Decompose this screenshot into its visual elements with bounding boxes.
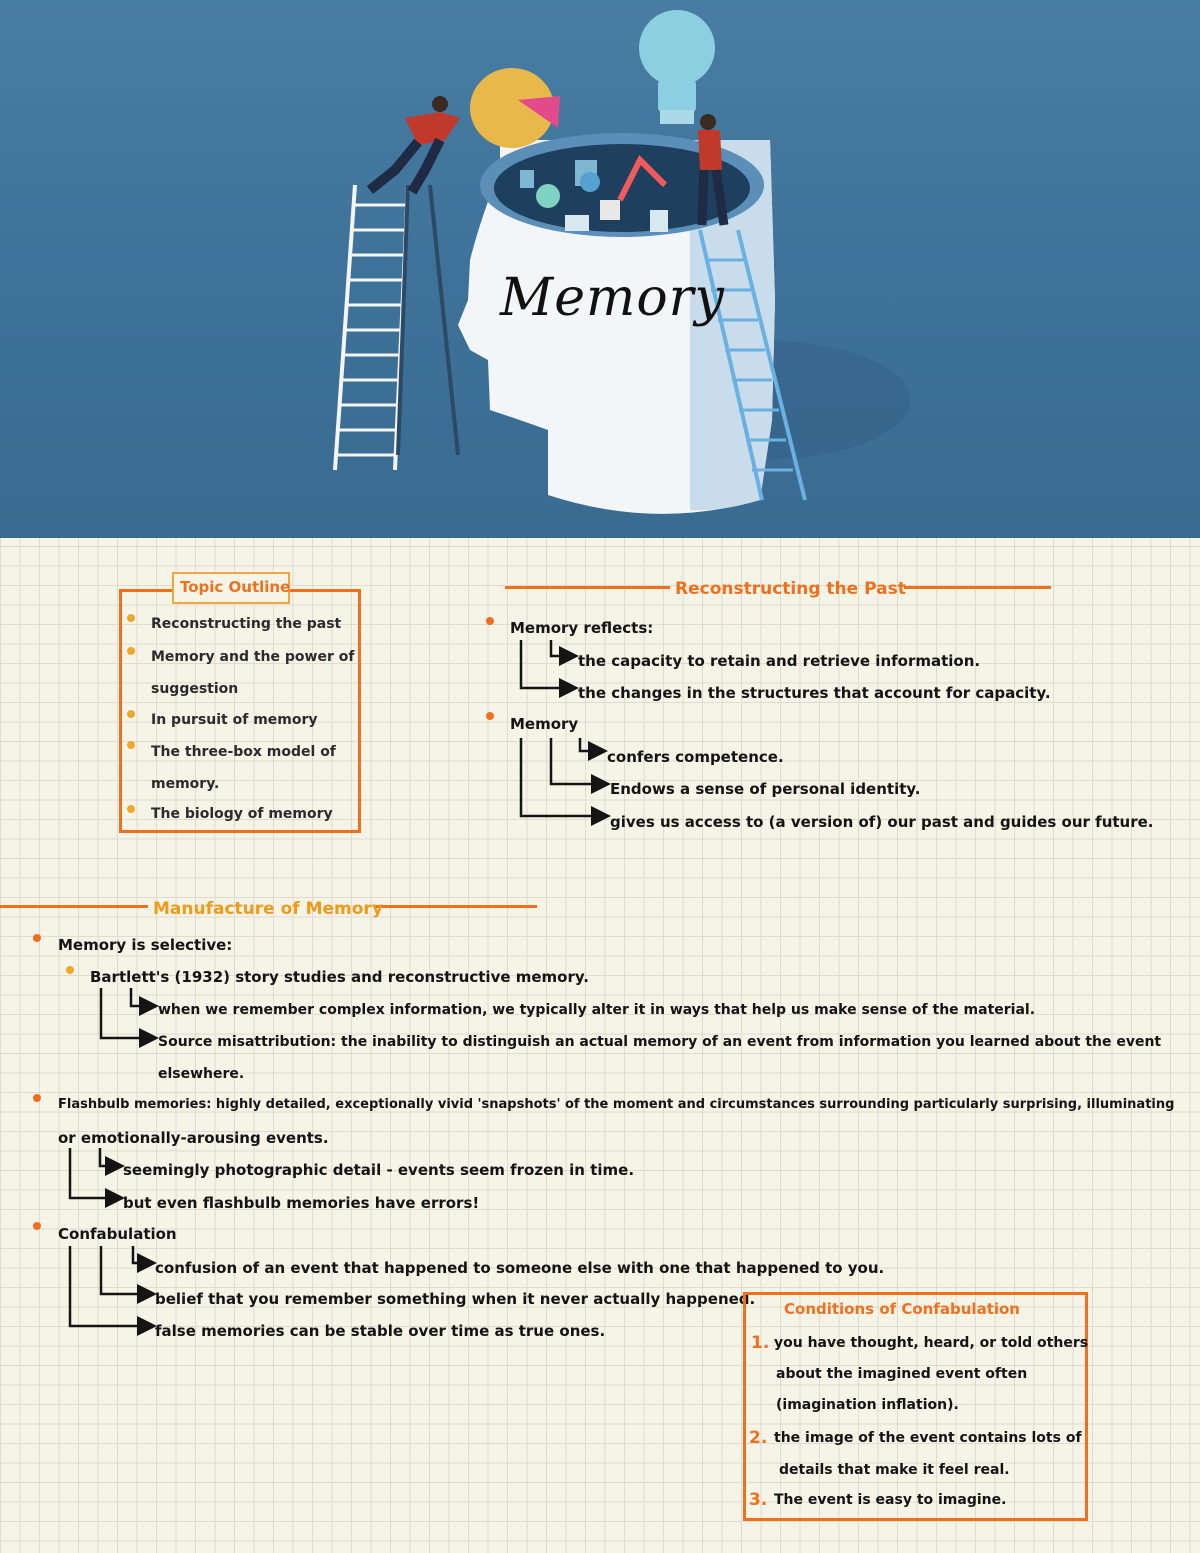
reconstructing-b1-sub2: the changes in the structures that account for capacity. [578, 684, 1051, 702]
section-rule-right [374, 905, 537, 908]
bullet [33, 934, 41, 942]
manufacture-b2-sub1: seemingly photographic detail - events seem frozen in time. [123, 1161, 635, 1179]
conditions-heading: Conditions of Confabulation [784, 1300, 1020, 1318]
section-rule-right [904, 586, 1051, 589]
manufacture-b1: Memory is selective: [58, 936, 233, 954]
conditions-item-3a: The event is easy to imagine. [774, 1492, 1007, 1508]
conditions-number-1: 1. [751, 1333, 770, 1353]
bullet [33, 1094, 41, 1102]
manufacture-b2-cont: or emotionally-arousing events. [58, 1129, 329, 1147]
reconstructing-b2-sub2: Endows a sense of personal identity. [610, 780, 921, 798]
outline-item-2: Memory and the power of [151, 649, 355, 665]
conditions-item-1c: (imagination inflation). [776, 1397, 959, 1413]
section-heading-reconstructing: Reconstructing the Past [675, 579, 906, 599]
conditions-number-3: 3. [749, 1490, 768, 1510]
outline-bullet [127, 614, 135, 622]
outline-bullet [127, 647, 135, 655]
topic-outline-heading: Topic Outline [180, 578, 291, 596]
section-rule-left [505, 586, 670, 589]
conditions-item-2a: the image of the event contains lots of [774, 1430, 1082, 1446]
outline-item-3: In pursuit of memory [151, 712, 318, 728]
outline-item-2-cont: suggestion [151, 681, 239, 697]
manufacture-b3-sub3: false memories can be stable over time as true ones. [155, 1322, 606, 1340]
manufacture-b1-sub: Bartlett's (1932) story studies and reconstructive memory. [90, 968, 589, 986]
manufacture-b1-sub-b: Source misattribution: the inability to distinguish an actual memory of an event from information you learned about the event [158, 1034, 1162, 1050]
reconstructing-b2-sub3: gives us access to (a version of) our past and guides our future. [610, 813, 1154, 831]
manufacture-b3-sub2: belief that you remember something when it never actually happened. [155, 1290, 756, 1308]
section-rule-left [0, 905, 148, 908]
reconstructing-b2-sub1: confers competence. [607, 748, 784, 766]
banner-title: Memory [500, 268, 725, 328]
outline-item-1: Reconstructing the past [151, 616, 342, 632]
manufacture-b1-sub-b-cont: elsewhere. [158, 1066, 245, 1082]
manufacture-b2: Flashbulb memories: highly detailed, exceptionally vivid 'snapshots' of the moment and circumstances surrounding particularly surprising, illuminating [58, 1097, 1175, 1112]
bullet [486, 712, 494, 720]
conditions-item-2b: details that make it feel real. [779, 1462, 1010, 1478]
reconstructing-b1: Memory reflects: [510, 619, 654, 637]
conditions-item-1a: you have thought, heard, or told others [774, 1335, 1089, 1351]
conditions-number-2: 2. [749, 1428, 768, 1448]
bullet [33, 1222, 41, 1230]
manufacture-b3-sub1: confusion of an event that happened to someone else with one that happened to you. [155, 1259, 885, 1277]
outline-bullet [127, 741, 135, 749]
outline-bullet [127, 710, 135, 718]
outline-item-5: The biology of memory [151, 806, 333, 822]
conditions-item-1b: about the imagined event often [776, 1366, 1028, 1382]
hero-banner [0, 0, 1200, 538]
manufacture-b3: Confabulation [58, 1225, 177, 1243]
bullet [486, 617, 494, 625]
manufacture-b2-sub2: but even flashbulb memories have errors! [123, 1194, 480, 1212]
outline-item-4-cont: memory. [151, 776, 220, 792]
outline-bullet [127, 805, 135, 813]
outline-item-4: The three-box model of [151, 744, 336, 760]
manufacture-b1-sub-a: when we remember complex information, we typically alter it in ways that help us make sense of the material. [158, 1002, 1036, 1018]
reconstructing-b2: Memory [510, 715, 579, 733]
reconstructing-b1-sub1: the capacity to retain and retrieve information. [578, 652, 981, 670]
section-heading-manufacture: Manufacture of Memory [153, 899, 383, 919]
bullet [66, 966, 74, 974]
